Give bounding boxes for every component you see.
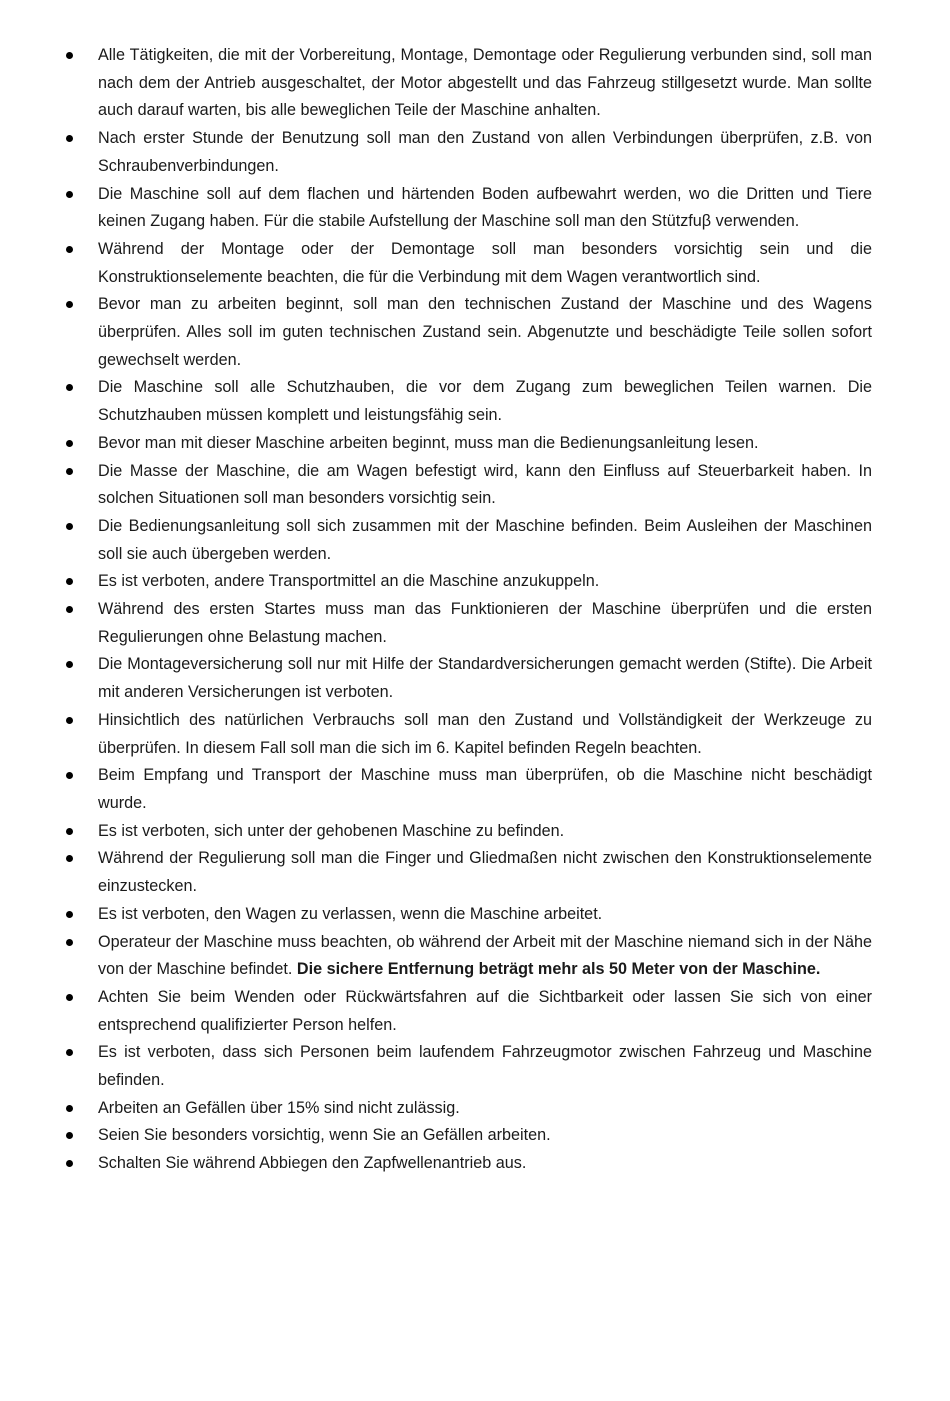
list-item: Nach erster Stunde der Benutzung soll man den Zustand von allen Verbindungen überprüfen, z.B. von Schraubenverbindungen.: [98, 125, 872, 180]
bullet-icon: [66, 301, 73, 308]
list-item: Alle Tätigkeiten, die mit der Vorbereitung, Montage, Demontage oder Regulierung verbunden sind, soll man nach dem der Antrieb ausgeschaltet, der Motor abgestellt und das Fahrzeug stillgesetzt wurde. Man sollte auch darauf warten, bis alle beweglichen Teile der Maschine anhalten.: [98, 42, 872, 125]
bullet-icon: [66, 246, 73, 253]
list-item: Es ist verboten, den Wagen zu verlassen, wenn die Maschine arbeitet.: [98, 901, 872, 929]
list-item: Es ist verboten, dass sich Personen beim laufendem Fahrzeugmotor zwischen Fahrzeug und Maschine befinden.: [98, 1039, 872, 1094]
bullet-icon: [66, 1049, 73, 1056]
list-item: Bevor man mit dieser Maschine arbeiten beginnt, muss man die Bedienungsanleitung lesen.: [98, 430, 872, 458]
list-item: Es ist verboten, sich unter der gehobenen Maschine zu befinden.: [98, 818, 872, 846]
list-item: Beim Empfang und Transport der Maschine muss man überprüfen, ob die Maschine nicht beschädigt wurde.: [98, 762, 872, 817]
bullet-icon: [66, 384, 73, 391]
bullet-icon: [66, 468, 73, 475]
bullet-icon: [66, 855, 73, 862]
list-item: Während der Regulierung soll man die Finger und Gliedmaßen nicht zwischen den Konstruktionselemente einzustecken.: [98, 845, 872, 900]
bullet-icon: [66, 1160, 73, 1167]
bullet-icon: [66, 135, 73, 142]
bullet-icon: [66, 994, 73, 1001]
list-item: Die Bedienungsanleitung soll sich zusammen mit der Maschine befinden. Beim Ausleihen der Maschinen soll sie auch übergeben werden.: [98, 513, 872, 568]
bullet-icon: [66, 440, 73, 447]
list-item: Während der Montage oder der Demontage soll man besonders vorsichtig sein und die Konstruktionselemente beachten, die für die Verbindung mit dem Wagen verantwortlich sind.: [98, 236, 872, 291]
bullet-icon: [66, 52, 73, 59]
bullet-icon: [66, 911, 73, 918]
list-item: Die Montageversicherung soll nur mit Hilfe der Standardversicherungen gemacht werden (Stifte). Die Arbeit mit anderen Versicherungen ist verboten.: [98, 651, 872, 706]
bullet-icon: [66, 606, 73, 613]
safety-instructions-list: [98, 42, 872, 1178]
bullet-icon: [66, 939, 73, 946]
list-item: Hinsichtlich des natürlichen Verbrauchs soll man den Zustand und Vollständigkeit der Werkzeuge zu überprüfen. In diesem Fall soll man die sich im 6. Kapitel befinden Regeln beachten.: [98, 707, 872, 762]
bullet-icon: [66, 1105, 73, 1112]
list-item: Achten Sie beim Wenden oder Rückwärtsfahren auf die Sichtbarkeit oder lassen Sie sich von einer entsprechend qualifizierter Person helfen.: [98, 984, 872, 1039]
list-item: Schalten Sie während Abbiegen den Zapfwellenantrieb aus.: [98, 1150, 872, 1178]
bullet-icon: [66, 661, 73, 668]
bullet-icon: [66, 191, 73, 198]
list-item: Während des ersten Startes muss man das Funktionieren der Maschine überprüfen und die ersten Regulierungen ohne Belastung machen.: [98, 596, 872, 651]
list-item: Es ist verboten, andere Transportmittel an die Maschine anzukuppeln.: [98, 568, 872, 596]
list-item: Arbeiten an Gefällen über 15% sind nicht zulässig.: [98, 1095, 872, 1123]
list-item: Die Maschine soll auf dem flachen und härtenden Boden aufbewahrt werden, wo die Dritten und Tiere keinen Zugang haben. Für die stabile Aufstellung der Maschine soll man den Stützfuβ verwenden.: [98, 181, 872, 236]
bullet-icon: [66, 772, 73, 779]
list-item: Die Masse der Maschine, die am Wagen befestigt wird, kann den Einfluss auf Steuerbarkeit haben. In solchen Situationen soll man besonders vorsichtig sein.: [98, 458, 872, 513]
list-item: Bevor man zu arbeiten beginnt, soll man den technischen Zustand der Maschine und des Wagens überprüfen. Alles soll im guten technischen Zustand sein. Abgenutzte und beschädigte Teile sollen sofort gewechselt werden.: [98, 291, 872, 374]
bullet-icon: [66, 523, 73, 530]
bullet-icon: [66, 1132, 73, 1139]
bullet-icon: [66, 828, 73, 835]
list-item: Operateur der Maschine muss beachten, ob während der Arbeit mit der Maschine niemand sich in der Nähe von der Maschine befindet. Die sichere Entfernung beträgt mehr als 50 Meter von der Maschine.: [98, 929, 872, 984]
list-item: Die Maschine soll alle Schutzhauben, die vor dem Zugang zum beweglichen Teilen warnen. Die Schutzhauben müssen komplett und leistungsfähig sein.: [98, 374, 872, 429]
bullet-icon: [66, 578, 73, 585]
list-item: Seien Sie besonders vorsichtig, wenn Sie an Gefällen arbeiten.: [98, 1122, 872, 1150]
bullet-icon: [66, 717, 73, 724]
